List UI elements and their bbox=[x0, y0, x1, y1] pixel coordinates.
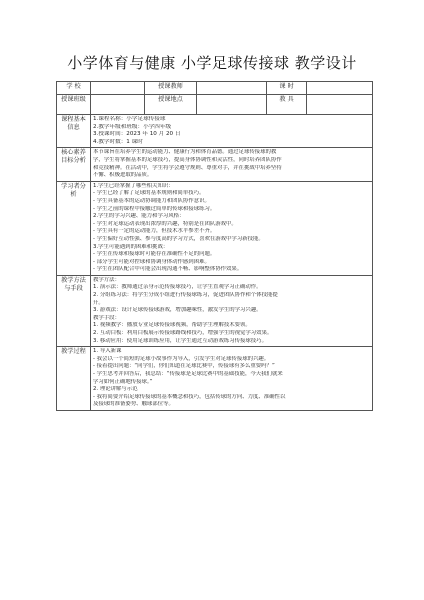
text-line: 2.学生的学习兴趣、能力和学习风格： bbox=[93, 213, 185, 220]
school-label: 学 校 bbox=[57, 82, 91, 95]
text-line: - 学生已经了解了足球的基本规则和简单技巧。 bbox=[93, 190, 205, 197]
text-line: 3.授课时间：2023 年 10 月 20 日 bbox=[93, 131, 181, 138]
page-title: 小学体育与健康 小学足球传接球 教学设计 bbox=[67, 54, 357, 72]
text-line: - 学生思考并回答后，我总结：“传接球是足球比赛中的基础技能，今天我们就来 bbox=[93, 371, 283, 377]
text-line: 1. 视频教学：播放专业足球传接球视频，帮助学生理解技术要领。 bbox=[93, 322, 251, 329]
core-literacy-label: 核心素养目标分析 bbox=[57, 148, 91, 181]
text-line: 1.课程名称：小学足球传接球 bbox=[93, 116, 166, 122]
text-line: 2.教学年级和班级：小学四年级 bbox=[93, 123, 172, 130]
text-line: - 我将简要介绍足球传接球的基本概念和技巧，包括传球的方向、力度、准确性以 bbox=[93, 393, 286, 400]
hours-value bbox=[307, 82, 373, 95]
text-line: 和竞技精神。在活动中，学生将学会遵守规则、尊重对手，并在挑战中培养坚持 bbox=[93, 164, 282, 171]
learner-analysis-label: 学习者分析 bbox=[57, 181, 91, 275]
text-line: 升。 bbox=[93, 299, 104, 306]
text-line: 不懈、积极进取的品质。 bbox=[93, 172, 153, 179]
core-literacy-row bbox=[57, 148, 373, 181]
class-label: 授课班级 bbox=[57, 95, 91, 115]
basic-info-label: 课程基本信息 bbox=[57, 115, 91, 148]
learner-analysis-row bbox=[57, 181, 373, 275]
header-row-1 bbox=[57, 82, 373, 95]
text-line: 2. 理论讲解与示范 bbox=[93, 386, 138, 393]
hours-label: 课 时 bbox=[267, 82, 307, 95]
text-line: 2. 分组练习法：将学生分成小组进行传接球练习，促进团队协作和个体技能提 bbox=[93, 292, 278, 299]
text-line: 学习如何正确地传接球。” bbox=[93, 378, 153, 385]
text-line: 2. 互动白板：利用白板展示传接球路线和技巧，增强学生的视觉学习效果。 bbox=[93, 330, 273, 337]
location-value bbox=[197, 95, 267, 115]
text-line: - 学生具备基本的运动协调能力和团队协作意识。 bbox=[93, 197, 210, 204]
methods-label: 教学方法与手段 bbox=[57, 275, 91, 346]
text-line: 3. 游戏法：设计足球传接球游戏，增加趣味性，激发学生的学习兴趣。 bbox=[93, 307, 262, 314]
text-line: - 学生对足球运动表现出浓厚的兴趣，特别是在团队游戏中。 bbox=[93, 220, 237, 227]
lesson-plan-table bbox=[56, 81, 373, 411]
text-line: 1.学生已经掌握了哪些相关知识： bbox=[93, 182, 174, 189]
text-line: 3. 移动应用：使用足球训练应用，让学生通过互动游戏练习传接球技巧。 bbox=[93, 337, 267, 344]
class-value bbox=[91, 95, 145, 115]
teacher-value bbox=[197, 82, 267, 95]
text-line: - 学生在传球和接球时可能存在准确性不足的问题。 bbox=[93, 251, 216, 258]
location-label: 授课地点 bbox=[145, 95, 197, 115]
process-content bbox=[91, 347, 373, 411]
text-line: 本节课旨在培养学生的运动能力、健康行为和体育品德。通过足球传接球的教 bbox=[93, 149, 277, 156]
text-line: 学，学生将掌握基本的足球技巧，提高身体协调性和灵活性，同时培养团队协作 bbox=[93, 156, 282, 163]
basic-info-content bbox=[91, 115, 373, 148]
text-line: - 学生在团队配合中可能会出现沟通不畅、影响整体协作效果。 bbox=[93, 266, 243, 273]
core-literacy-content bbox=[91, 148, 373, 181]
text-line: 1. 导入新课 bbox=[93, 348, 122, 355]
text-line: - 我会以一个简短的足球小故事作为导入，引发学生对足球传接球的兴趣。 bbox=[93, 355, 270, 362]
text-line: 及接球的准备姿势、触球部位等。 bbox=[93, 401, 174, 408]
learner-analysis-content bbox=[91, 181, 373, 275]
text-line: - 部分学生可能对控球和协调身体动作感到困难。 bbox=[93, 258, 210, 265]
methods-content bbox=[91, 275, 373, 346]
text-line: - 接着提出问题：“同学们，你们知道在足球比赛中，传接球有多么重要吗？” bbox=[93, 363, 275, 370]
tools-label: 教 具 bbox=[267, 95, 307, 115]
text-line: 4.教学时数：1 课时 bbox=[93, 138, 143, 145]
text-line: 3.学生可能遇到的困难和挑战： bbox=[93, 243, 169, 250]
text-line: 教学手段： bbox=[93, 314, 120, 321]
text-line: 教学方法： bbox=[93, 276, 120, 283]
school-value bbox=[91, 82, 145, 95]
text-line: 1. 演示法：教师通过亲身示范传接球技巧，让学生直观学习正确动作。 bbox=[93, 284, 262, 291]
tools-value bbox=[307, 95, 373, 115]
text-line: - 学生之前的课程中接触过简单的传球和接球练习。 bbox=[93, 205, 216, 212]
header-row-2 bbox=[57, 95, 373, 115]
text-line: - 学生具有一定的运动能力，但技术水平参差不齐。 bbox=[93, 228, 216, 235]
process-row bbox=[57, 347, 373, 411]
basic-info-row bbox=[57, 115, 373, 148]
text-line: - 学生偏好互动性强、参与度高的学习方式，喜欢在游戏中学习新技能。 bbox=[93, 235, 264, 242]
process-label: 教学过程 bbox=[57, 347, 91, 411]
methods-row bbox=[57, 275, 373, 346]
teacher-label: 授课教师 bbox=[145, 82, 197, 95]
